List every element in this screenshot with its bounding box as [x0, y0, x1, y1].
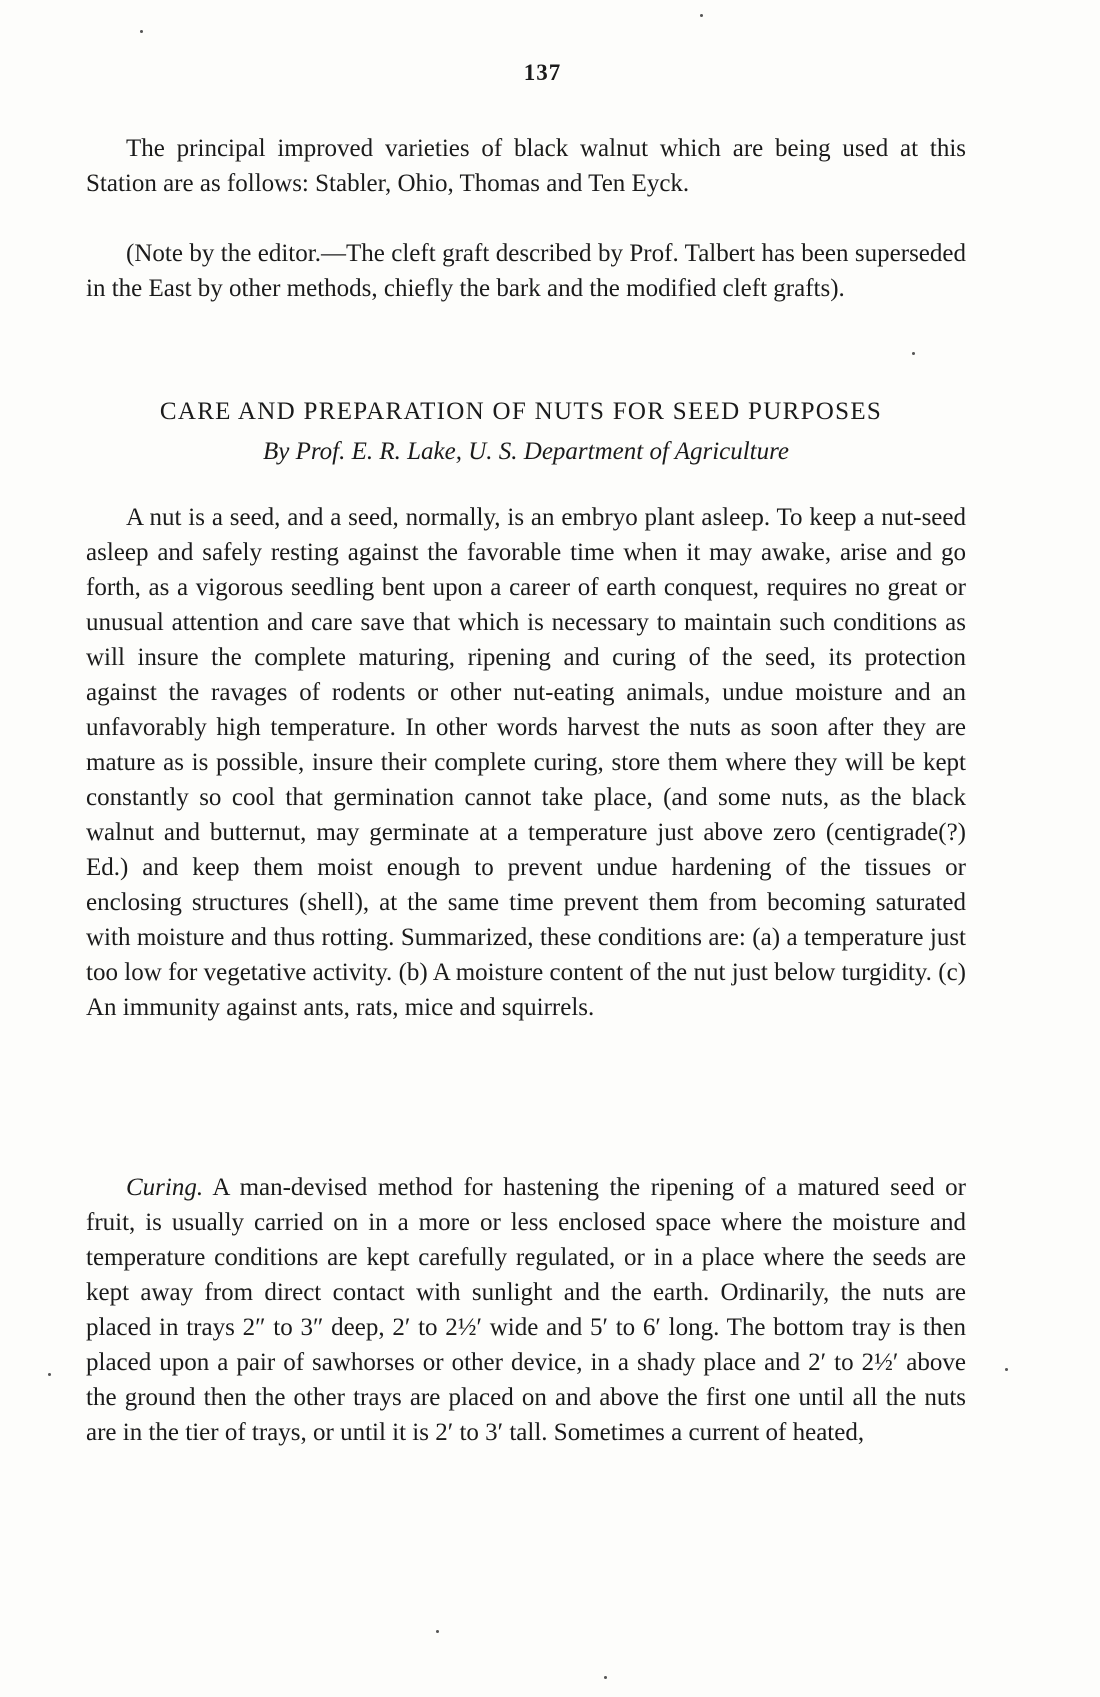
editor-note-section [86, 236, 966, 306]
article-byline: By Prof. E. R. Lake, U. S. Department of Agriculture [262, 438, 790, 465]
curing-label: Curing. [126, 1174, 204, 1201]
scan-speck [1005, 1368, 1008, 1371]
article-body [86, 500, 966, 1025]
intro-paragraph: The principal improved varieties of black walnut which are being used at this Station are as follows: Stabler, Ohio, Thomas and Ten Eyck. [86, 135, 966, 197]
scan-speck [700, 14, 703, 17]
scan-speck [140, 30, 143, 33]
scan-speck [436, 1630, 439, 1633]
scan-speck [604, 1676, 607, 1679]
curing-text: A man-devised method for hastening the ripening of a matured seed or fruit, is usually carried on in a more or less enclosed space where the moisture and temperature conditions are kept carefully regulated, or in a place where the seeds are kept away from direct contact with sunlight and the earth. Ordinarily, the nuts are placed in trays 2″ to 3″ deep, 2′ to 2½′ wide and 5′ to 6′ long. The bottom tray is then placed upon a pair of sawhorses or other device, in a shady place and 2′ to 2½′ above the ground then the other trays are placed on and above the first one until all the nuts are in the tier of trays, or until it is 2′ to 3′ tall. Sometimes a current of heated, [86, 1174, 966, 1446]
body-paragraph: A nut is a seed, and a seed, normally, is an embryo plant asleep. To keep a nut-seed asleep and safely resting against the favorable time when it may awake, arise and go forth, as a vigorous seedling bent upon a career of earth conquest, requires no great or unusual attention and care save that which is necessary to maintain such conditions as will insure the complete maturing, ripening and curing of the seed, its protection against the ravages of rodents or other nut-eating animals, undue moisture and an unfavorably high temperature. In other words harvest the nuts as soon after they are mature as is possible, insure their complete curing, store them where they will be kept constantly so cool that germination cannot take place, (and some nuts, as the black walnut and butternut, may germinate at a temperature just above zero (centigrade(?) Ed.) and keep them moist enough to prevent undue hardening of the tissues or enclosing structures (shell), at the same time prevent them from becoming saturated with moisture and thus rotting. Summarized, these conditions are: (a) a temperature just too low for vegetative activity. (b) A moisture content of the nut just below turgidity. (c) An immunity against ants, rats, mice and squirrels. [86, 504, 966, 1021]
editor-note-paragraph: (Note by the editor.—The cleft graft described by Prof. Talbert has been superseded in the East by other methods, chiefly the bark and the modified cleft grafts). [86, 240, 966, 302]
curing-paragraph [86, 1170, 966, 1450]
page-number: 137 [523, 60, 562, 85]
intro-section [86, 131, 966, 201]
article-title: CARE AND PREPARATION OF NUTS FOR SEED PURPOSES [159, 398, 883, 425]
scan-speck [912, 352, 915, 355]
curing-section [86, 1170, 966, 1450]
scan-speck [48, 1373, 51, 1376]
